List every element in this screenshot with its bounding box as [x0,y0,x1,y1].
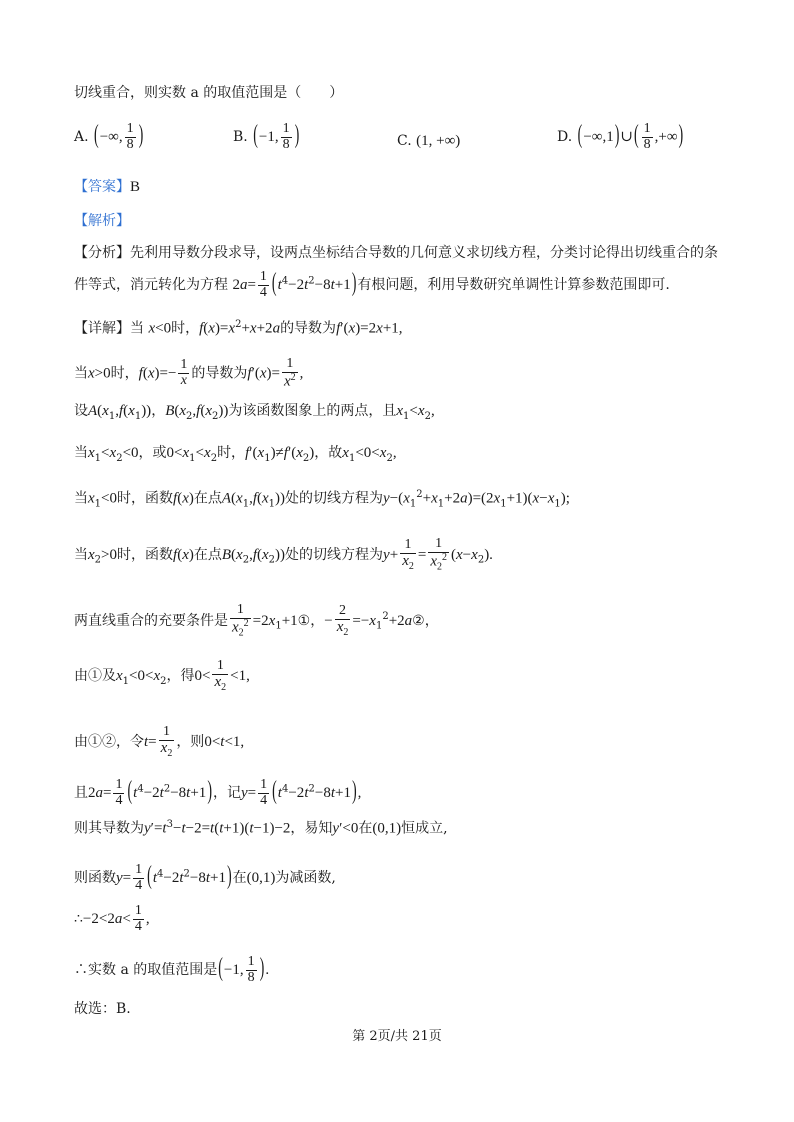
detail-line-1: 【详解】当 x<0时，$f(x)=x^2+x+2a$的导数为f′(x)=2x+1, [74,319,403,337]
option-b: B. (−1, $\frac{1}{8}$ ) [233,121,300,152]
option-d: D. (−∞,1)∪( $\frac{1}{8}$ ,+∞) [557,121,684,152]
overview-line-2: 件等式，消元转化为方程 2a= $\frac{1}{4}$ $(t^4-2t^2-8t+1)$有根问题，利用导数研究单调性计算参数范围即可. [74,269,670,300]
detail-line-9: 由①②，令t= $\frac{1}{x_2}$ ，则0<t<1, [74,724,245,759]
detail-line-8: 由①及$x_1<0<x_2$，得0< $\frac{1}{x_2}$ <1, [74,658,250,693]
detail-line-13: ∴−2<2a< $\frac{1}{4}$ , [74,903,150,934]
answer-tag: 【答案】 [74,179,130,195]
option-a: A. (−∞, $\frac{1}{8}$ ) [74,121,144,152]
detail-line-7: 两直线重合的充要条件是 $\frac{1}{x_2^2}$ $=2x_1+1①$，− $\frac{2}{x_2}$ $=-x_1^2+2a②$， [74,602,439,639]
answer-value: B [130,179,141,195]
answer-line [74,180,140,195]
detail-line-14: ∴实数 a 的取值范围是(−1, $\frac{1}{8}$ ). [74,954,270,985]
detail-line-12: 则函数y= $\frac{1}{4}$ $(t^4-2t^2-8t+1)$在(0,1)为减函数, [74,862,336,893]
detail-line-6: 当$x_2>0$时，函数f(x)在点$B(x_2,f(x_2))$处的切线方程为y+ $\frac{1}{x_2}$ = $\frac{1}{x_2^2}$ $(x-x_2)$. [74,536,493,573]
detail-line-3: 设$A(x_1,f(x_1))$，$B(x_2,f(x_2))$为该函数图象上的两点，且$x_1<x_2$, [74,403,435,422]
detail-line-5: 当$x_1<0$时，函数f(x)在点$A(x_1,f(x_1))$处的切线方程为$y-(x_1^2+x_1+2a)=(2x_1+1)(x-x_1)$; [74,489,570,510]
analysis-tag: 【解析】 [74,213,130,229]
overview-line-1: 【分析】先利用导数分段求导，设两点坐标结合导数的几何意义求切线方程，分类讨论得出切线重合的条 [74,245,718,261]
detail-line-2: 当x>0时，f(x)=− $\frac{1}{x}$ 的导数为f′(x)= $\frac{1}{x^2}$ , [74,356,304,390]
option-c: C. (1, +∞) [397,133,461,149]
page-footer: 第 2页/共 21页 [352,1029,442,1044]
detail-line-10: 且2a= $\frac{1}{4}$ $(t^4-2t^2-8t+1)$，记y= $\frac{1}{4}$ $(t^4-2t^2-8t+1)$, [74,777,362,808]
question-stem: 切线重合，则实数 a 的取值范围是（ ） [74,85,344,101]
conclusion: 故选：B. [74,1001,131,1017]
detail-line-11: 则其导数为$y'=t^3-t-2=t(t+1)(t-1)-2$，易知y′<0在(0,1)恒成立, [74,819,448,837]
detail-line-4: 当$x_1<x_2<0$，或$0<x_1<x_2$时，$f'(x_1)\ne f'(x_2)$，故$x_1<0<x_2$, [74,445,397,464]
